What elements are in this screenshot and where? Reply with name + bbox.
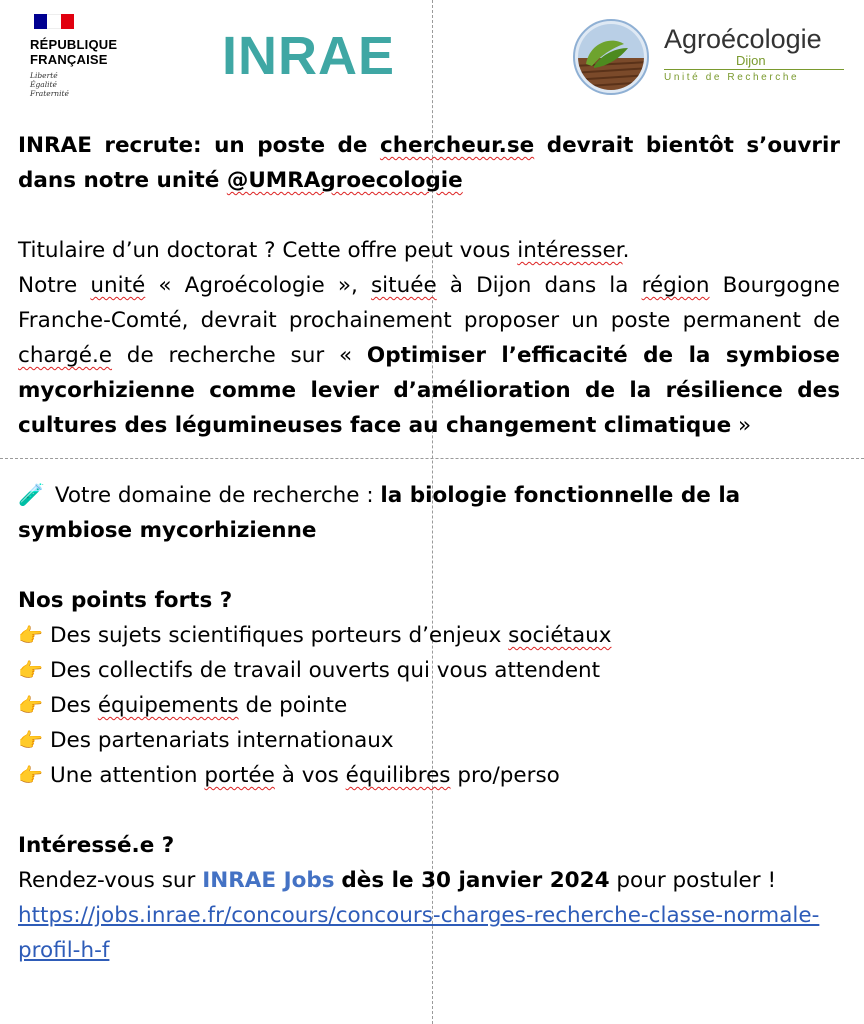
agro-unit: Unité de Recherche (664, 69, 844, 83)
republique-francaise-logo (30, 14, 140, 98)
pointing-hand-icon: 👉 (18, 658, 43, 682)
inrae-jobs-link[interactable]: INRAE Jobs (202, 868, 335, 893)
pointing-hand-icon: 👉 (18, 763, 43, 787)
pointing-hand-icon: 👉 (18, 693, 43, 717)
list-item: 👉 Des équipements de pointe (18, 688, 840, 723)
list-item: 👉 Des partenariats internationaux (18, 723, 840, 758)
apply-url-link[interactable]: https://jobs.inrae.fr/concours/concours-charges-recherche-classe-normale-profil-h-f (18, 903, 820, 963)
intro-line: Titulaire d’un doctorat ? Cette offre peut vous intéresser. (18, 238, 630, 263)
french-flag-icon (34, 14, 74, 29)
rf-name: RÉPUBLIQUE FRANÇAISE (30, 37, 118, 67)
inrae-logo: INRAE (222, 26, 396, 86)
list-item: 👉 Des sujets scientifiques porteurs d’enjeux sociétaux (18, 618, 840, 653)
pointing-hand-icon: 👉 (18, 623, 43, 647)
strengths-title: Nos points forts ? (18, 588, 233, 613)
test-tube-icon: 🧪 (18, 483, 45, 508)
pointing-hand-icon: 👉 (18, 728, 43, 752)
announcement-body (18, 128, 840, 968)
apply-line: Rendez-vous sur INRAE Jobs dès le 30 janvier 2024 pour postuler ! (18, 868, 777, 893)
list-item: 👉 Une attention portée à vos équilibres pro/perso (18, 758, 840, 793)
agroecologie-logo (664, 24, 844, 83)
agro-title: Agroécologie (664, 24, 822, 54)
intro-paragraph: Notre unité « Agroécologie », située à Dijon dans la région Bourgogne Franche-Comté, devrait prochainement proposer un poste permanent de chargé.e de recherche sur « Optimiser l’efficacité de la symbiose mycorhizienne comme levier d’amélioration de la résilience des cultures des légumineuses face au changement climatique » (18, 273, 840, 438)
list-item: 👉 Des collectifs de travail ouverts qui vous attendent (18, 653, 840, 688)
agro-place: Dijon (736, 53, 766, 68)
headline: INRAE recrute: un poste de chercheur.se devrait bientôt s’ouvrir dans notre unité @UMRAgroecologie (18, 133, 840, 193)
apply-title: Intéressé.e ? (18, 833, 175, 858)
apply-url-paragraph (18, 898, 840, 968)
research-domain: 🧪 Votre domaine de recherche : la biologie fonctionnelle de la symbiose mycorhizienne (18, 478, 840, 548)
agroecologie-leaf-icon (572, 18, 650, 96)
rf-motto: Liberté Égalité Fraternité (30, 71, 69, 98)
